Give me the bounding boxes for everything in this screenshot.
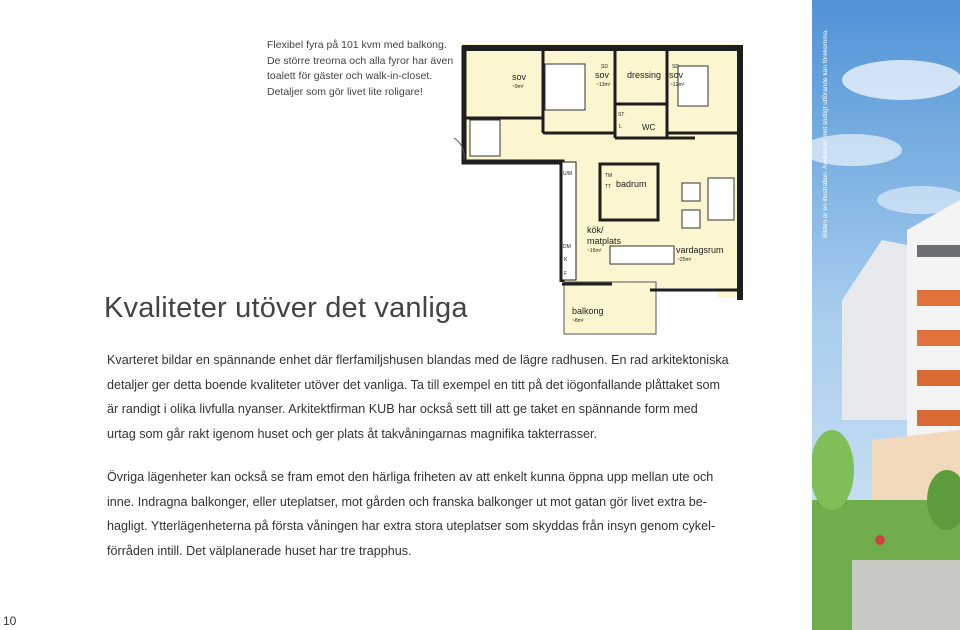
balcony-dark [917,245,960,257]
room-area: ~16m² [587,248,602,254]
text-line: inne. Indragna balkonger, eller uteplatser, mot gården och franska balkonger ut mot gatan gör livet extra be- [107,494,707,509]
room-label: SD [672,64,679,70]
text-line: detaljer ger detta boende kvaliteter utöver det vanliga. Ta till exempel en titt på det iögonfallande plåttaket som [107,377,721,392]
room-label: DM [563,244,571,250]
dining-table [610,246,674,264]
text-line: Övriga lägenheter kan också se fram emot den härliga friheten av att enkelt kunna öppna upp mellan ute och [107,470,714,484]
text-line: urtag som går rakt igenom huset och ger plats åt takvåningarnas magnifika takterrasser. [107,426,598,441]
page-number: 10 [3,614,17,628]
caption-line: Detaljer som gör livet lite roligare! [267,85,423,98]
room-area: ~13m² [596,82,611,88]
room-label: TT [605,184,612,190]
sofa [708,178,734,220]
caption-line: Flexibel fyra på 101 kvm med balkong. [267,39,447,51]
room-area: ~12m² [670,82,685,88]
balcony [917,330,960,346]
room-name: badrum [616,179,647,189]
balcony [917,290,960,306]
text-line: hagligt. Ytterlägenheterna på första våningen har extra stora uteplatser som skyddas från insyn genom cykel- [107,519,716,533]
caption-line: De större treorna och alla fyror har även [267,54,454,67]
room-name: sov [669,70,684,80]
bed [470,120,500,156]
room-label: L [619,124,622,130]
room-name: WC [642,123,656,132]
room-name: kök/ [587,225,604,235]
room-area: ~9m² [512,84,524,90]
illustration-disclaimer [817,8,831,238]
text-line: är randigt i olika livfulla nyanser. Arkitektfirman KUB har också sett till att ge taket en spännande form med [107,402,698,416]
room-label: U/M [563,171,573,177]
person [875,535,885,545]
room-name: sov [595,70,610,80]
room-name: sov [512,72,527,82]
room-label: TM [605,173,613,179]
text-line: Kvarteret bildar en spännande enhet där flerfamiljshusen blandas med de lägre radhusen. En rad arkitektoniska [107,353,729,367]
room-label: BUS [523,158,532,163]
room-area: ~25m² [677,257,692,263]
tree [812,430,854,510]
caption-line: toalett för gäster och walk-in-closet. [267,70,433,82]
armchair [682,210,700,228]
floor-plan [450,38,750,338]
room-name: matplats [587,236,622,246]
room-label: SD [601,64,608,70]
room-area: ~8m² [572,318,584,324]
building-illustration [812,0,960,630]
path [852,560,960,630]
page-title: Kvaliteter utöver det vanliga [104,292,468,324]
body-paragraph [107,465,747,563]
room-label: F [564,271,568,277]
floorplan-caption [267,38,457,100]
cloud [842,60,960,100]
room-name: dressing [627,70,662,80]
room-label: ST [618,112,625,118]
balcony [917,370,960,386]
room-name: balkong [572,306,604,316]
room-label: K [564,257,568,263]
body-paragraph [107,348,747,446]
armchair [682,183,700,201]
balcony [917,410,960,426]
room-name: vardagsrum [676,245,724,255]
bed [545,64,585,110]
text-line: förråden intill. Det välplanerade huset har tre trapphus. [107,543,412,558]
disclaimer-text: Bilden är en illustration. Avvikelser mot slutligt utförande kan förekomma. [822,28,829,238]
